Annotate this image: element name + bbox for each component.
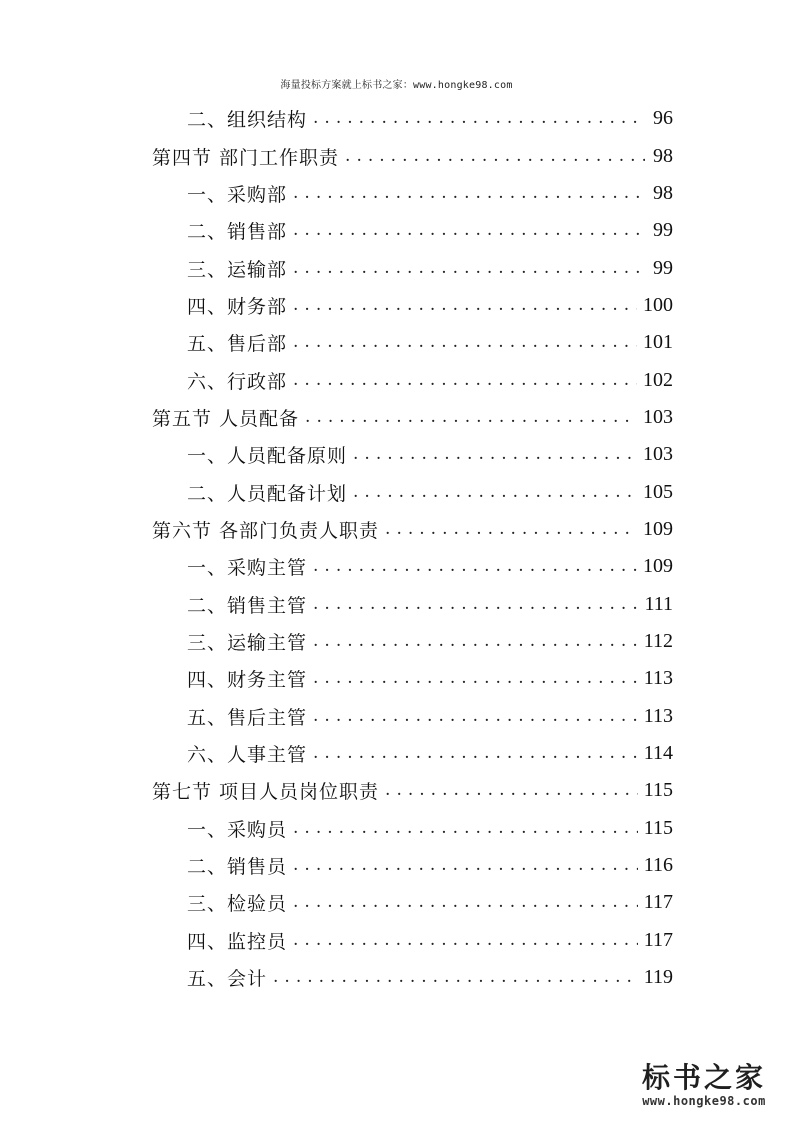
- toc-subsection-entry[interactable]: [152, 249, 673, 286]
- toc-page-number: 109: [643, 517, 673, 540]
- toc-entry-label: 六、行政部: [187, 370, 288, 393]
- toc-dot-leader: [293, 894, 638, 911]
- toc-dot-leader: [385, 521, 637, 538]
- toc-page-number: 111: [644, 592, 673, 615]
- toc-entry-label: 三、检验员: [187, 893, 288, 916]
- toc-entry-label: 二、销售部: [187, 221, 288, 244]
- logo-title: 标书之家: [641, 1061, 766, 1095]
- toc-page-number: 117: [643, 891, 673, 914]
- toc-entry-label: 三、运输主管: [187, 631, 308, 654]
- toc-page-number: 96: [653, 107, 673, 130]
- toc-dot-leader: [313, 633, 638, 650]
- toc-entry-label: 六、人事主管: [187, 744, 308, 767]
- toc-page-number: 99: [653, 219, 673, 242]
- toc-page-number: 101: [643, 331, 673, 354]
- toc-page-number: 113: [643, 704, 673, 727]
- toc-subsection-entry[interactable]: [152, 436, 673, 473]
- toc-entry-label: 二、人员配备计划: [187, 482, 348, 505]
- toc-dot-leader: [313, 708, 638, 725]
- toc-entry-label: 五、售后部: [187, 333, 288, 356]
- toc-dot-leader: [293, 334, 637, 351]
- toc-section-entry[interactable]: [152, 137, 673, 174]
- toc-dot-leader: [385, 782, 638, 799]
- table-of-contents: [152, 100, 673, 996]
- toc-dot-leader: [313, 110, 645, 127]
- toc-dot-leader: [293, 222, 645, 239]
- toc-dot-leader: [293, 297, 637, 314]
- toc-entry-label: 一、采购员: [187, 818, 288, 841]
- toc-subsection-entry[interactable]: [152, 361, 673, 398]
- toc-dot-leader: [293, 857, 638, 874]
- toc-entry-label: 四、财务部: [187, 295, 288, 318]
- toc-entry-label: 二、组织结构: [187, 109, 308, 132]
- toc-page-number: 98: [653, 181, 673, 204]
- toc-entry-label: 一、人员配备原则: [187, 445, 348, 468]
- toc-subsection-entry[interactable]: [152, 735, 673, 772]
- toc-subsection-entry[interactable]: [152, 548, 673, 585]
- toc-entry-label: 第五节 人员配备: [152, 407, 300, 430]
- toc-dot-leader: [293, 185, 645, 202]
- toc-dot-leader: [313, 558, 637, 575]
- toc-page-number: 100: [643, 293, 673, 316]
- toc-subsection-entry[interactable]: [152, 212, 673, 249]
- toc-dot-leader: [313, 745, 638, 762]
- logo-url: www.hongke98.com: [642, 1094, 766, 1108]
- toc-dot-leader: [293, 820, 638, 837]
- toc-dot-leader: [293, 260, 645, 277]
- toc-entry-label: 四、财务主管: [187, 669, 308, 692]
- toc-dot-leader: [293, 372, 637, 389]
- toc-subsection-entry[interactable]: [152, 847, 673, 884]
- toc-page-number: 103: [643, 405, 673, 428]
- toc-page-number: 116: [643, 854, 673, 877]
- toc-entry-label: 五、会计: [187, 968, 268, 991]
- toc-subsection-entry[interactable]: [152, 623, 673, 660]
- toc-subsection-entry[interactable]: [152, 922, 673, 959]
- toc-subsection-entry[interactable]: [152, 175, 673, 212]
- toc-page-number: 112: [643, 629, 673, 652]
- toc-subsection-entry[interactable]: [152, 473, 673, 510]
- toc-page-number: 99: [653, 256, 673, 279]
- toc-subsection-entry[interactable]: [152, 810, 673, 847]
- toc-entry-label: 第四节 部门工作职责: [152, 146, 340, 169]
- toc-entry-label: 五、售后主管: [187, 706, 308, 729]
- toc-subsection-entry[interactable]: [152, 324, 673, 361]
- toc-dot-leader: [305, 409, 637, 426]
- toc-page-number: 109: [643, 555, 673, 578]
- brand-logo: [629, 1063, 779, 1108]
- toc-section-entry[interactable]: [152, 511, 673, 548]
- toc-section-entry[interactable]: [152, 772, 673, 809]
- toc-entry-label: 第七节 项目人员岗位职责: [152, 781, 380, 804]
- toc-page-number: 117: [643, 928, 673, 951]
- toc-entry-label: 四、监控员: [187, 930, 288, 953]
- toc-page-number: 105: [643, 480, 673, 503]
- toc-page-number: 103: [643, 443, 673, 466]
- toc-subsection-entry[interactable]: [152, 884, 673, 921]
- toc-page-number: 98: [653, 144, 673, 167]
- toc-dot-leader: [313, 596, 638, 613]
- toc-entry-label: 一、采购部: [187, 183, 288, 206]
- toc-dot-leader: [293, 932, 638, 949]
- page-header-text: 海量投标方案就上标书之家：www.hongke98.com: [280, 80, 513, 91]
- toc-subsection-entry[interactable]: [152, 585, 673, 622]
- toc-page-number: 115: [643, 816, 673, 839]
- toc-dot-leader: [273, 969, 638, 986]
- toc-entry-label: 二、销售员: [187, 856, 288, 879]
- toc-page-number: 114: [643, 742, 673, 765]
- toc-page-number: 113: [643, 667, 673, 690]
- toc-subsection-entry[interactable]: [152, 287, 673, 324]
- toc-entry-label: 三、运输部: [187, 258, 288, 281]
- toc-dot-leader: [345, 148, 645, 165]
- toc-subsection-entry[interactable]: [152, 959, 673, 996]
- toc-dot-leader: [353, 446, 637, 463]
- toc-dot-leader: [353, 484, 637, 501]
- toc-page-number: 102: [643, 368, 673, 391]
- toc-subsection-entry[interactable]: [152, 100, 673, 137]
- toc-page-number: 115: [643, 779, 673, 802]
- toc-dot-leader: [313, 670, 638, 687]
- toc-subsection-entry[interactable]: [152, 698, 673, 735]
- toc-entry-label: 一、采购主管: [187, 557, 308, 580]
- toc-entry-label: 第六节 各部门负责人职责: [152, 519, 380, 542]
- toc-section-entry[interactable]: [152, 399, 673, 436]
- toc-entry-label: 二、销售主管: [187, 594, 308, 617]
- toc-page-number: 119: [643, 966, 673, 989]
- toc-subsection-entry[interactable]: [152, 660, 673, 697]
